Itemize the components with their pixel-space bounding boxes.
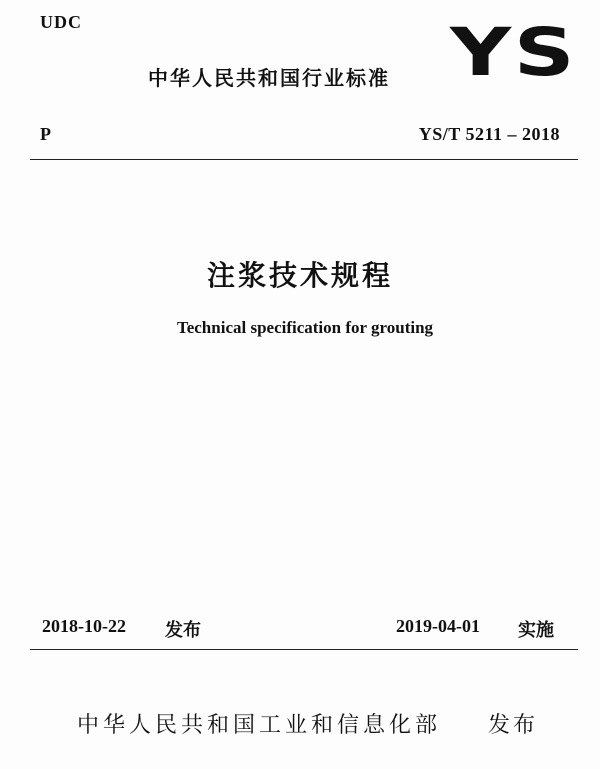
- issuing-authority: 中华人民共和国工业和信息化部: [77, 713, 442, 738]
- document-subtitle-english: Technical specification for grouting: [176, 318, 434, 337]
- release-date: 2018-10-22: [42, 616, 126, 636]
- implementation-label: 实施: [518, 620, 554, 641]
- udc-label: UDC: [40, 12, 82, 32]
- issue-label: 发布: [488, 713, 539, 738]
- top-divider: [30, 159, 578, 160]
- implementation-date: 2019-04-01: [396, 616, 480, 636]
- standard-number: YS/T 5211 – 2018: [418, 124, 560, 144]
- ys-logo: YS: [450, 14, 578, 91]
- category-code: P: [40, 124, 51, 144]
- bottom-divider: [30, 649, 578, 650]
- standard-type-title: 中华人民共和国行业标准: [148, 66, 390, 90]
- release-label: 发布: [165, 620, 201, 641]
- document-title: 注浆技术规程: [206, 259, 393, 292]
